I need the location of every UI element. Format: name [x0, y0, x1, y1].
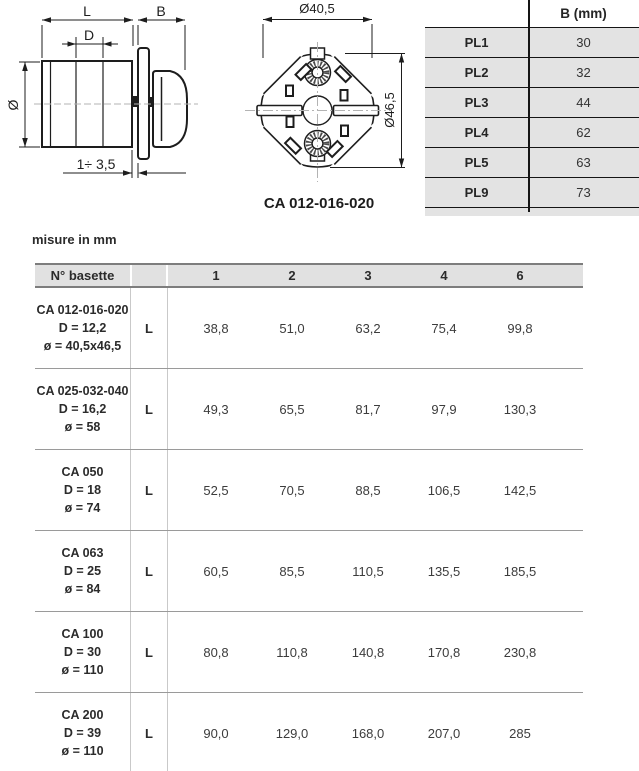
pl-header-b-mm: B (mm) [560, 6, 607, 21]
col-header-4: 4 [440, 268, 448, 283]
row-dim-diam: ø = 40,5x46,5 [43, 339, 122, 354]
table-row [35, 612, 583, 693]
row-value: 65,5 [279, 401, 305, 417]
table-row [425, 118, 639, 148]
row-name: CA 063 [61, 545, 104, 560]
table-row [35, 288, 583, 369]
row-name: CA 050 [61, 464, 104, 479]
row-value: 51,0 [279, 320, 305, 336]
row-dim-d: D = 39 [63, 725, 102, 740]
row-value: 110,8 [276, 644, 308, 660]
row-value: 230,8 [503, 644, 537, 660]
row-l-label: L [130, 531, 168, 611]
row-value: 135,5 [427, 563, 461, 579]
row-dim-d: D = 30 [63, 644, 102, 659]
row-name: CA 100 [61, 626, 104, 641]
pl-value: 62 [576, 125, 591, 140]
row-value: 106,5 [427, 482, 461, 498]
row-dim-d: D = 25 [63, 563, 102, 578]
col-header-6: 6 [516, 268, 524, 283]
row-value: 142,5 [503, 482, 537, 498]
row-name: CA 025-032-040 [36, 383, 129, 398]
dim-label-b: B [156, 3, 166, 19]
units-note: misure in mm [32, 232, 117, 247]
table-row [425, 58, 639, 88]
row-dim-d: D = 12,2 [58, 320, 107, 335]
row-value: 63,2 [355, 320, 381, 336]
row-value: 49,3 [203, 401, 229, 417]
table-row [425, 28, 639, 58]
table-row [35, 531, 583, 612]
pl-label: PL9 [464, 185, 489, 200]
pl-table-footer-strip [425, 208, 639, 216]
row-l-label: L [130, 288, 168, 368]
pl-label: PL5 [464, 155, 489, 170]
pl-value: 32 [576, 65, 591, 80]
row-value: 85,5 [279, 563, 305, 579]
row-l-label: L [130, 612, 168, 692]
row-dim-diam: ø = 110 [61, 744, 104, 759]
pl-b-table [425, 0, 639, 216]
row-dim-diam: ø = 74 [64, 501, 101, 516]
pl-label: PL2 [464, 65, 489, 80]
row-name: CA 012-016-020 [36, 302, 129, 317]
row-dim-diam: ø = 110 [61, 663, 104, 678]
row-value: 170,8 [427, 644, 461, 660]
row-value: 81,7 [355, 401, 381, 417]
dim-label-thickness: 1÷ 3,5 [76, 156, 116, 172]
dim-label-outer: Ø46,5 [382, 92, 397, 128]
pl-label: PL1 [464, 35, 489, 50]
table-row [35, 369, 583, 450]
row-value: 168,0 [351, 725, 385, 741]
row-value: 140,8 [351, 644, 385, 660]
pl-table-divider [528, 0, 530, 212]
table-row [35, 693, 583, 771]
dim-label-flats: Ø40,5 [299, 1, 335, 16]
table-row [425, 148, 639, 178]
row-dim-d: D = 18 [63, 482, 102, 497]
row-value: 38,8 [203, 320, 229, 336]
table-header-row [35, 263, 583, 288]
row-value: 110,5 [352, 563, 384, 579]
row-dim-diam: ø = 58 [64, 420, 101, 435]
col-header-basette: N° basette [50, 268, 115, 283]
pl-value: 44 [576, 95, 591, 110]
row-value: 99,8 [507, 320, 533, 336]
row-l-label: L [130, 693, 168, 771]
col-header-l [130, 265, 168, 286]
row-value: 97,9 [431, 401, 457, 417]
front-view-caption: CA 012-016-020 [263, 195, 375, 212]
row-value: 207,0 [427, 725, 461, 741]
side-view-drawing [0, 0, 210, 200]
row-dim-diam: ø = 84 [64, 582, 101, 597]
table-row [425, 88, 639, 118]
table-row [35, 450, 583, 531]
pl-label: PL4 [464, 125, 489, 140]
row-value: 129,0 [275, 725, 309, 741]
row-value: 130,3 [503, 401, 537, 417]
col-header-2: 2 [288, 268, 296, 283]
row-value: 52,5 [203, 482, 229, 498]
row-l-label: L [130, 369, 168, 449]
row-name: CA 200 [61, 707, 104, 722]
row-l-label: L [130, 450, 168, 530]
col-header-3: 3 [364, 268, 372, 283]
row-value: 90,0 [203, 725, 229, 741]
pl-value: 63 [576, 155, 591, 170]
pl-value: 30 [576, 35, 591, 50]
col-header-1: 1 [212, 268, 220, 283]
row-value: 285 [509, 725, 531, 741]
row-value: 70,5 [279, 482, 305, 498]
row-dim-d: D = 16,2 [58, 401, 107, 416]
dim-label-l: L [83, 3, 91, 19]
row-value: 80,8 [203, 644, 229, 660]
row-value: 185,5 [503, 563, 537, 579]
front-view-drawing [220, 0, 435, 215]
pl-table-header [425, 0, 639, 27]
dimensions-table [35, 263, 583, 771]
table-row [425, 178, 639, 208]
row-value: 60,5 [203, 563, 229, 579]
dim-label-d: D [83, 27, 95, 43]
row-value: 75,4 [431, 320, 457, 336]
pl-value: 73 [576, 185, 591, 200]
dim-label-diameter: Ø [5, 99, 21, 111]
row-value: 88,5 [355, 482, 381, 498]
pl-label: PL3 [464, 95, 489, 110]
